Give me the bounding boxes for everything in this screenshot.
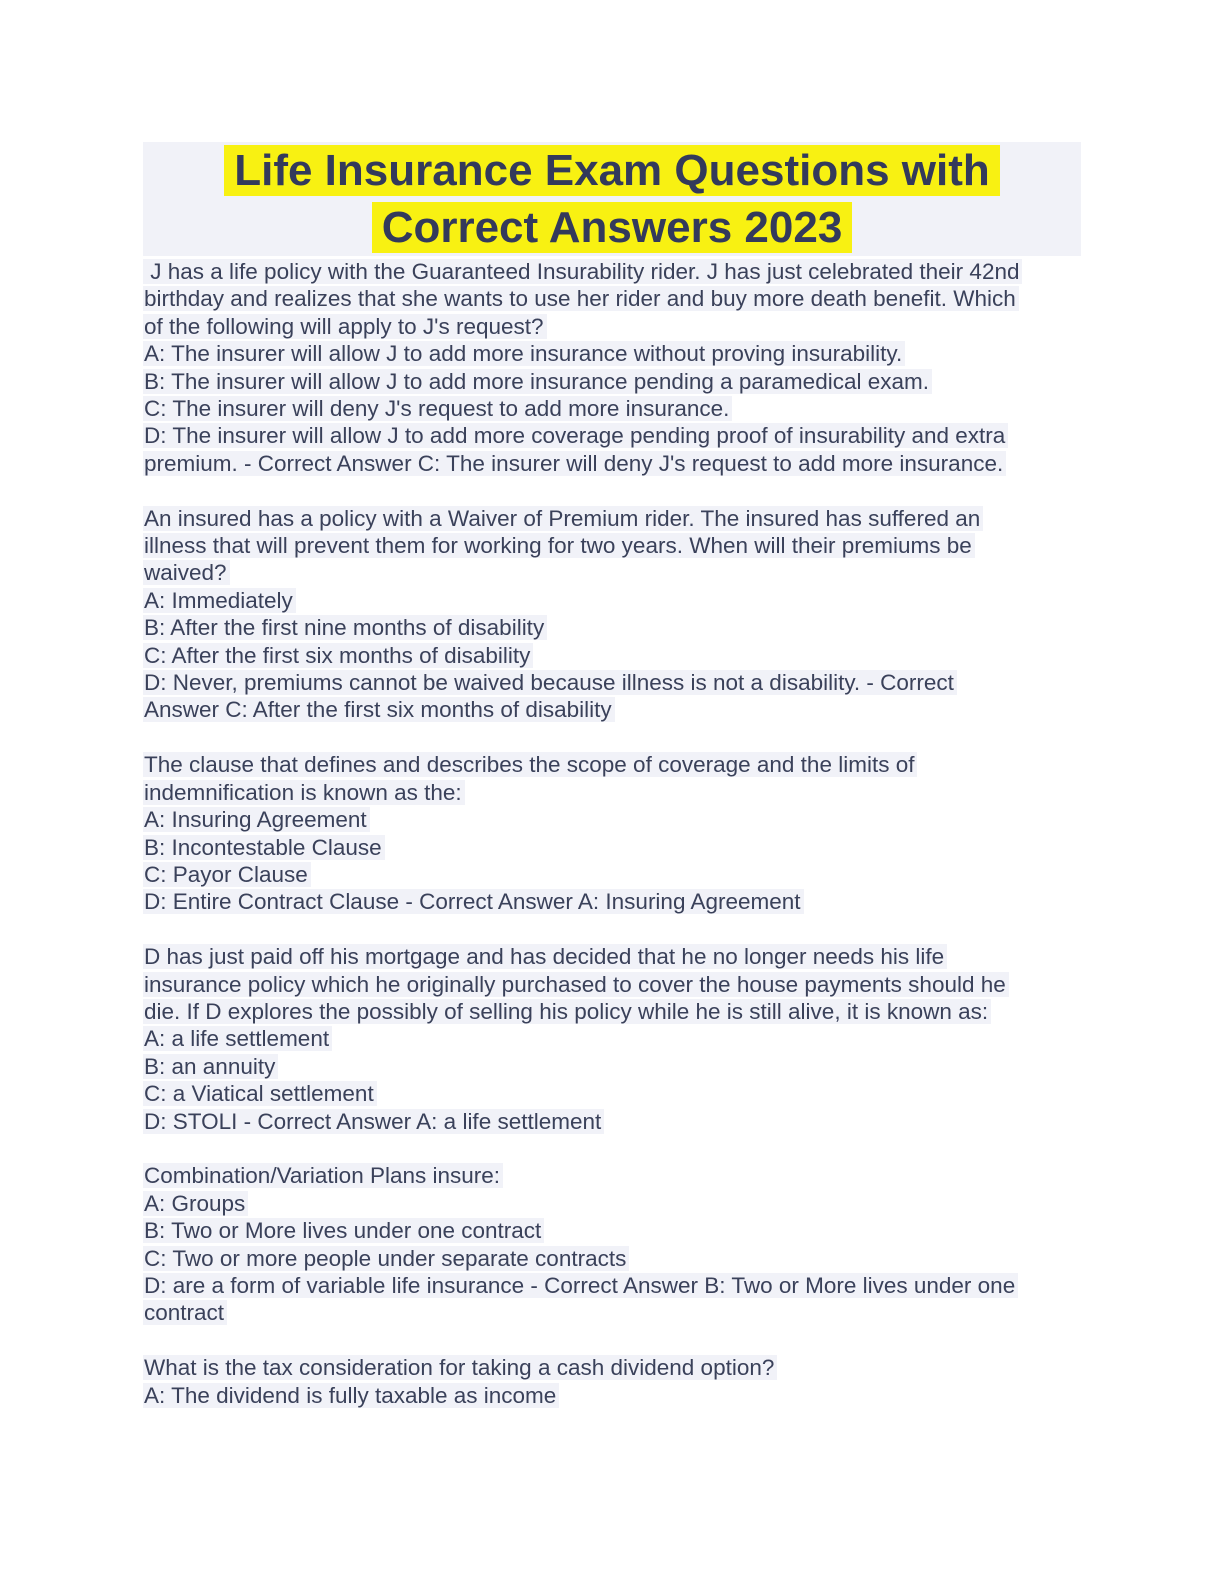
document-line-text: illness that will prevent them for working for two years. When will their premiums be [143, 533, 975, 558]
document-line-text: An insured has a policy with a Waiver of Premium rider. The insured has suffered an [143, 506, 983, 531]
document-line-text: A: Groups [143, 1191, 248, 1216]
document-line-text: C: After the first six months of disability [143, 643, 533, 668]
document-line [143, 888, 1081, 915]
document-line [143, 505, 1081, 532]
document-line-text: premium. - Correct Answer C: The insurer will deny J's request to add more insurance. [143, 451, 1006, 476]
document-line [143, 368, 1081, 395]
document-line [143, 971, 1081, 998]
document-line-text: B: The insurer will allow J to add more insurance pending a paramedical exam. [143, 369, 932, 394]
document-title [143, 142, 1081, 256]
document-line-text: C: a Viatical settlement [143, 1081, 377, 1106]
document-line-text: B: an annuity [143, 1054, 278, 1079]
document-line [143, 450, 1081, 477]
document-line-text: birthday and realizes that she wants to use her rider and buy more death benefit. Which [143, 286, 1019, 311]
document-line [143, 1190, 1081, 1217]
question-block-5 [143, 1162, 1081, 1326]
document-line [143, 1245, 1081, 1272]
document-line-text: A: a life settlement [143, 1026, 332, 1051]
document-line [143, 1080, 1081, 1107]
document-line-text: A: Immediately [143, 588, 296, 613]
document-line [143, 340, 1081, 367]
document-line [143, 806, 1081, 833]
document-line-text: Combination/Variation Plans insure: [143, 1163, 503, 1188]
document-line [143, 532, 1081, 559]
document-line-text: indemnification is known as the: [143, 780, 465, 805]
document-line-text: B: Two or More lives under one contract [143, 1218, 544, 1243]
document-line [143, 559, 1081, 586]
document-line [143, 779, 1081, 806]
question-block-6 [143, 1354, 1081, 1409]
document-line [143, 1025, 1081, 1052]
title-line-2 [143, 199, 1081, 256]
document-line [143, 1272, 1081, 1299]
document-line [143, 1382, 1081, 1409]
document-line [143, 395, 1081, 422]
document-line-text: D: Entire Contract Clause - Correct Answer A: Insuring Agreement [143, 889, 804, 914]
document-line [143, 313, 1081, 340]
document-line-text: die. If D explores the possibly of selling his policy while he is still alive, it is known as: [143, 999, 991, 1024]
document-line-text: B: After the first nine months of disability [143, 615, 547, 640]
document-line-text: insurance policy which he originally purchased to cover the house payments should he [143, 972, 1009, 997]
document-line-text: waived? [143, 560, 230, 585]
document-line [143, 1354, 1081, 1381]
document-line [143, 587, 1081, 614]
document-line-text: A: Insuring Agreement [143, 807, 370, 832]
document-line-text: The clause that defines and describes the scope of coverage and the limits of [143, 752, 917, 777]
document-line-text: A: The dividend is fully taxable as income [143, 1383, 559, 1408]
question-block-3 [143, 751, 1081, 915]
document-line-text: D: The insurer will allow J to add more coverage pending proof of insurability and extra [143, 423, 1008, 448]
document-line-text: What is the tax consideration for taking a cash dividend option? [143, 1355, 777, 1380]
document-line [143, 258, 1081, 285]
document-line [143, 998, 1081, 1025]
document-line [143, 1053, 1081, 1080]
document-line-text: D: are a form of variable life insurance - Correct Answer B: Two or More lives under one [143, 1273, 1018, 1298]
document-line-text: D has just paid off his mortgage and has decided that he no longer needs his life [143, 944, 947, 969]
document-line [143, 1108, 1081, 1135]
document-line [143, 751, 1081, 778]
document-line-text: D: Never, premiums cannot be waived because illness is not a disability. - Correct [143, 670, 957, 695]
document-line [143, 696, 1081, 723]
title-line-1-text: Life Insurance Exam Questions with [224, 145, 1000, 196]
document-content [143, 142, 1081, 1409]
document-line [143, 285, 1081, 312]
question-block-1 [143, 258, 1081, 477]
document-line [143, 422, 1081, 449]
document-line-text: B: Incontestable Clause [143, 835, 385, 860]
document-line [143, 943, 1081, 970]
document-line [143, 614, 1081, 641]
document-line-text: Answer C: After the first six months of disability [143, 697, 615, 722]
document-line-text: C: Payor Clause [143, 862, 311, 887]
title-line-2-text: Correct Answers 2023 [372, 202, 853, 253]
document-line [143, 1217, 1081, 1244]
document-line-text: C: The insurer will deny J's request to add more insurance. [143, 396, 732, 421]
document-line [143, 861, 1081, 888]
document-line [143, 834, 1081, 861]
document-body [143, 258, 1081, 1409]
document-line [143, 1162, 1081, 1189]
document-line-text: D: STOLI - Correct Answer A: a life settlement [143, 1109, 604, 1134]
document-line-text: contract [143, 1300, 227, 1325]
document-line [143, 642, 1081, 669]
document-line [143, 669, 1081, 696]
title-line-1 [143, 142, 1081, 199]
document-line-text: A: The insurer will allow J to add more insurance without proving insurability. [143, 341, 905, 366]
document-line-text: C: Two or more people under separate contracts [143, 1246, 629, 1271]
document-line-text: of the following will apply to J's request? [143, 314, 547, 339]
question-block-2 [143, 505, 1081, 724]
document-line [143, 1299, 1081, 1326]
document-line-text: J has a life policy with the Guaranteed Insurability rider. J has just celebrated their 42nd [143, 259, 1022, 284]
question-block-4 [143, 943, 1081, 1135]
